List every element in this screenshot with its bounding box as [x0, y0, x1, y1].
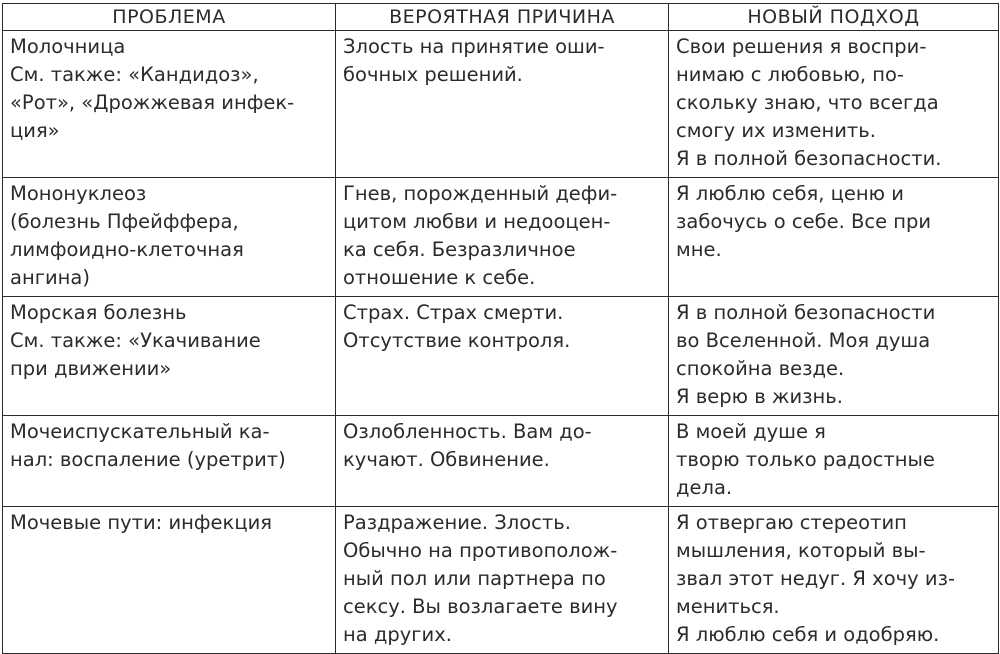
cell-line: Мононуклеоз	[10, 182, 147, 205]
cell-line: дела.	[676, 476, 733, 499]
approach-cell	[669, 416, 999, 507]
problem-cell	[3, 178, 336, 297]
cell-line: нимаю с любовью, по-	[676, 63, 904, 86]
cell-line: кучают. Обвинение.	[343, 448, 550, 471]
cell-line: См. также: «Укачивание	[10, 329, 261, 352]
cell-line: Страх. Страх смерти.	[343, 301, 564, 324]
cell-line: творю только радостные	[676, 448, 935, 471]
cell-line: забочусь о себе. Все при	[676, 210, 932, 233]
cell-line: спокойна везде.	[676, 357, 845, 380]
cause-cell	[336, 31, 669, 178]
cause-cell	[336, 297, 669, 416]
cell-line: сексу. Вы возлагаете вину	[343, 595, 618, 618]
approach-cell	[669, 31, 999, 178]
cell-line: В моей душе я	[676, 420, 826, 443]
cell-line: цитом любви и недооцен-	[343, 210, 611, 233]
approach-cell	[669, 297, 999, 416]
cell-line: нал: воспаление (уретрит)	[10, 448, 286, 471]
cell-line: мениться.	[676, 595, 780, 618]
cell-line: Мочеиспускательный ка-	[10, 420, 270, 443]
cell-line: ция»	[10, 119, 60, 142]
cell-line: Озлобленность. Вам до-	[343, 420, 592, 443]
cell-line: скольку знаю, что всегда	[676, 91, 939, 114]
cell-line: Я отвергаю стереотип	[676, 511, 907, 534]
header-approach: НОВЫЙ ПОДХОД	[669, 4, 999, 31]
cell-line: Я люблю себя, ценю и	[676, 182, 904, 205]
cell-line: Свои решения я воспри-	[676, 35, 927, 58]
cell-line: Молочница	[10, 35, 126, 58]
table-row	[3, 31, 999, 178]
cell-line: Я верю в жизнь.	[676, 385, 843, 408]
cause-cell	[336, 507, 669, 654]
cell-line: ка себя. Безразличное	[343, 238, 576, 261]
cell-line: мышления, который вы-	[676, 539, 926, 562]
cell-line: звал этот недуг. Я хочу из-	[676, 567, 955, 590]
table-row	[3, 178, 999, 297]
cell-line: Раздражение. Злость.	[343, 511, 571, 534]
cell-line: Морская болезнь	[10, 301, 187, 324]
cell-line: Я в полной безопасности	[676, 301, 936, 324]
cell-line: Гнев, порожденный дефи-	[343, 182, 618, 205]
cell-line: отношение к себе.	[343, 266, 536, 289]
cell-line: Обычно на противополож-	[343, 539, 618, 562]
cell-line: См. также: «Кандидоз»,	[10, 63, 259, 86]
table-row	[3, 297, 999, 416]
problem-cell	[3, 297, 336, 416]
cell-line: Мочевые пути: инфекция	[10, 511, 272, 534]
cell-line: ангина)	[10, 266, 90, 289]
cell-line: во Вселенной. Моя душа	[676, 329, 931, 352]
problem-cell	[3, 416, 336, 507]
problem-cell	[3, 31, 336, 178]
cell-line: Отсутствие контроля.	[343, 329, 571, 352]
header-problem: ПРОБЛЕМА	[3, 4, 336, 31]
cause-cell	[336, 416, 669, 507]
approach-cell	[669, 178, 999, 297]
cell-line: смогу их изменить.	[676, 119, 876, 142]
remedy-table	[2, 3, 999, 654]
cell-line: Я в полной безопасности.	[676, 147, 942, 170]
cell-line: бочных решений.	[343, 63, 523, 86]
table-row	[3, 507, 999, 654]
cell-line: Я люблю себя и одобряю.	[676, 623, 940, 646]
table-row	[3, 416, 999, 507]
cell-line: лимфоидно-клеточная	[10, 238, 244, 261]
cell-line: при движении»	[10, 357, 172, 380]
header-row	[3, 4, 999, 31]
problem-cell	[3, 507, 336, 654]
approach-cell	[669, 507, 999, 654]
cell-line: «Рот», «Дрожжевая инфек-	[10, 91, 295, 114]
cell-line: ный пол или партнера по	[343, 567, 606, 590]
header-cause: ВЕРОЯТНАЯ ПРИЧИНА	[336, 4, 669, 31]
cell-line: мне.	[676, 238, 722, 261]
cell-line: Злость на принятие оши-	[343, 35, 605, 58]
cause-cell	[336, 178, 669, 297]
cell-line: на других.	[343, 623, 452, 646]
cell-line: (болезнь Пфейффера,	[10, 210, 239, 233]
